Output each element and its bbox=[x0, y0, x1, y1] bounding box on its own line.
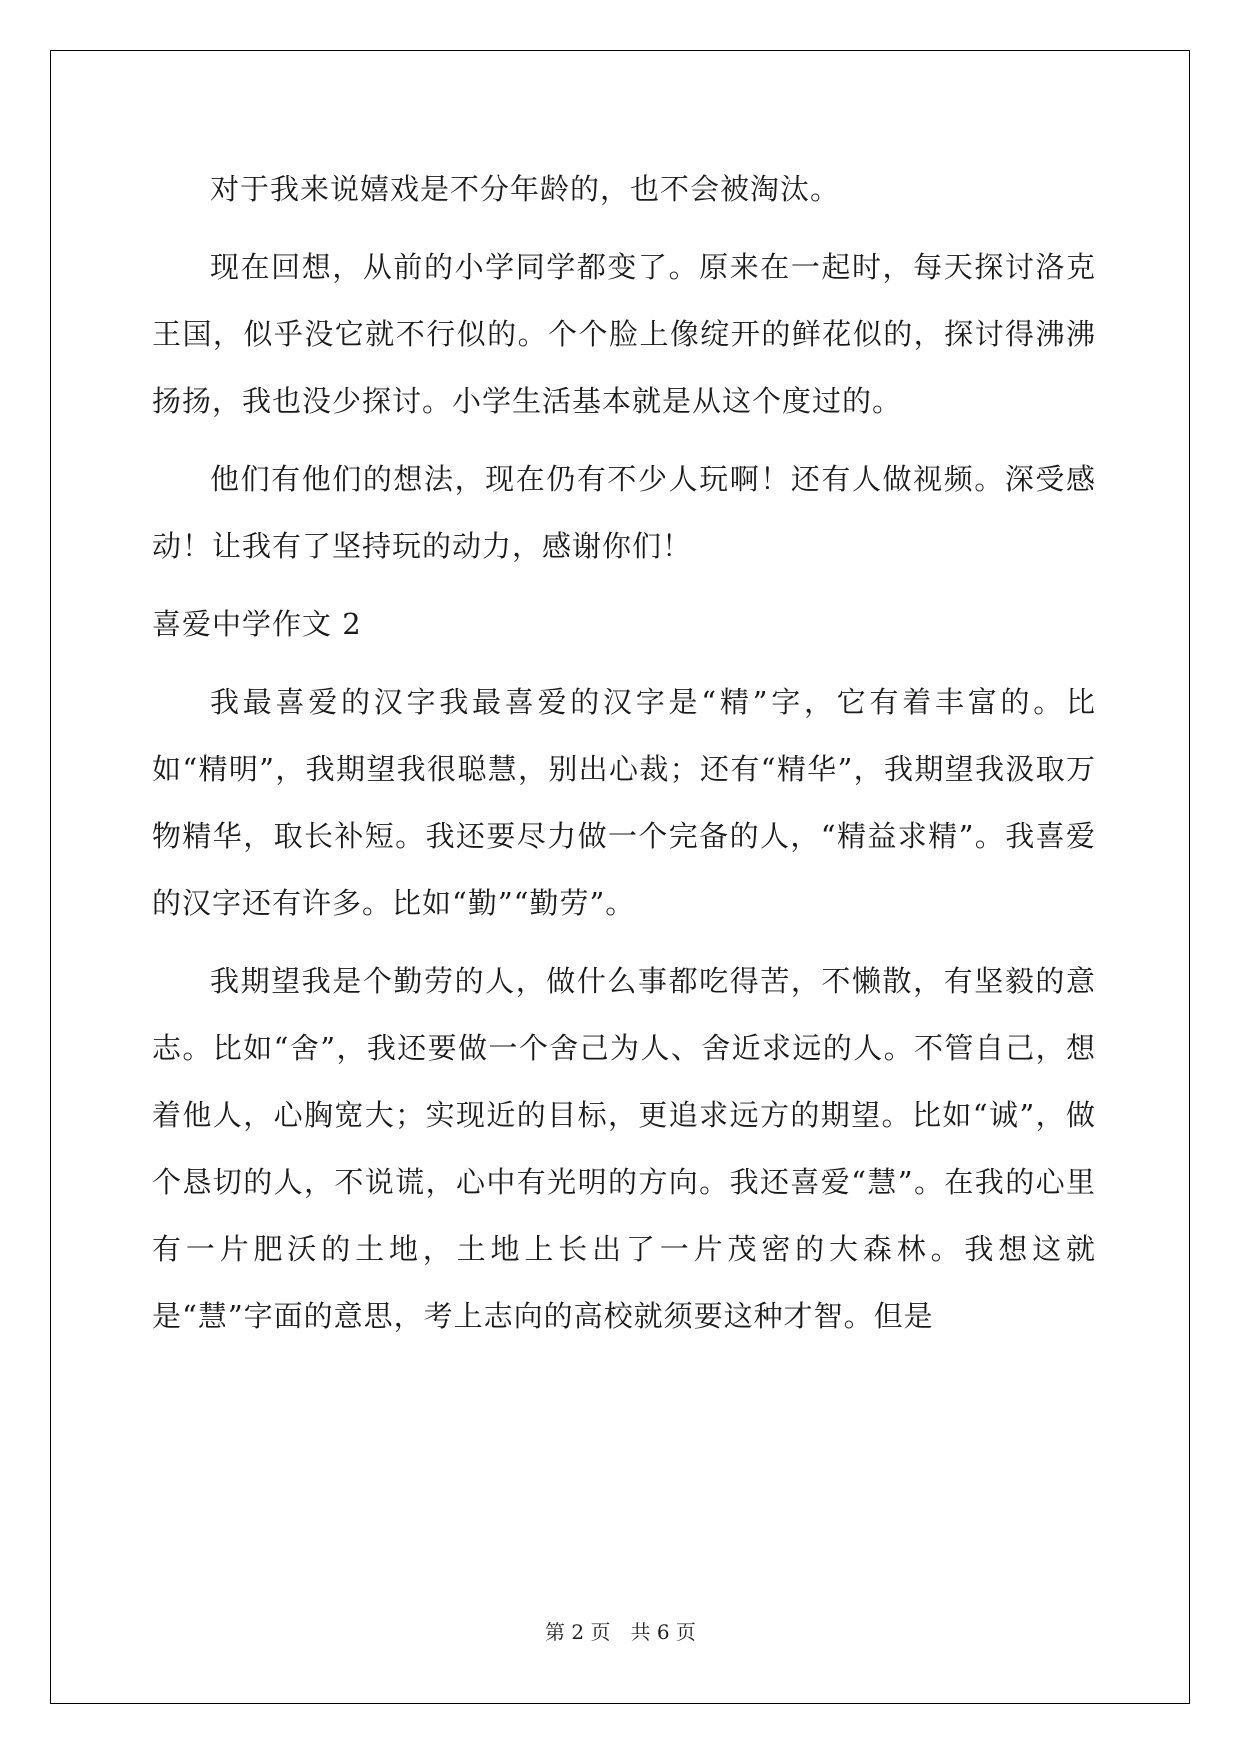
page-number-footer: 第 2 页 共 6 页 bbox=[545, 1620, 696, 1644]
paragraph-5: 我期望我是个勤劳的人，做什么事都吃得苦，不懒散，有坚毅的意志。比如“舍”，我还要做一个舍己为人、舍近求远的人。不管自己，想着他人，心胸宽大；实现近的目标，更追求远方的期望。比如“诚”，做个恳切的人，不说谎，心中有光明的方向。我还喜爱“慧”。在我的心里有一片肥沃的土地，土地上长出了一片茂密的大森林。我想这就是“慧”字面的意思，考上志向的高校就须要这种才智。但是 bbox=[152, 964, 1096, 1333]
section-heading: 喜爱中学作文 2 bbox=[152, 607, 362, 641]
paragraph-1: 对于我来说嬉戏是不分年龄的，也不会被淘汰。 bbox=[210, 172, 841, 206]
paragraph-3: 他们有他们的想法，现在仍有不少人玩啊！还有人做视频。深受感动！让我有了坚持玩的动力，感谢你们！ bbox=[152, 462, 1096, 563]
document-body bbox=[152, 156, 1096, 1361]
paragraph-4: 我最喜爱的汉字我最喜爱的汉字是“精”字，它有着丰富的。比如“精明”，我期望我很聪慧，别出心裁；还有“精华”，我期望我汲取万物精华，取长补短。我还要尽力做一个完备的人，“精益求精”。我喜爱的汉字还有许多。比如“勤”“勤劳”。 bbox=[152, 685, 1096, 920]
paragraph-2: 现在回想，从前的小学同学都变了。原来在一起时，每天探讨洛克王国，似乎没它就不行似的。个个脸上像绽开的鲜花似的，探讨得沸沸扬扬，我也没少探讨。小学生活基本就是从这个度过的。 bbox=[152, 250, 1096, 418]
